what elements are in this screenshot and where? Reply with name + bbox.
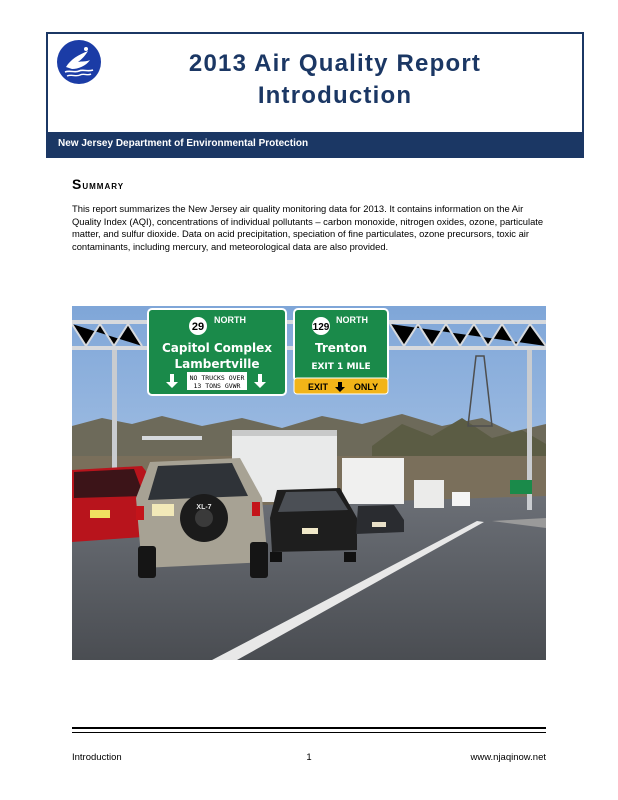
left-sign-line1: Capitol Complex bbox=[161, 341, 273, 355]
right-sign-line2: EXIT 1 MILE bbox=[311, 362, 371, 372]
suv-badge: XL-7 bbox=[196, 504, 212, 511]
footer-rule-thin bbox=[72, 732, 546, 733]
header-box bbox=[46, 32, 584, 158]
exit-tab-right: ONLY bbox=[353, 382, 379, 392]
footer-website: www.njaqinow.net bbox=[470, 752, 546, 763]
footer-rule-thick bbox=[72, 727, 546, 729]
right-sign-line1: Trenton bbox=[315, 341, 367, 355]
highway-photo-drawing bbox=[72, 306, 546, 660]
left-sign-notice-line1: NO TRUCKS OVER bbox=[189, 374, 245, 382]
footer-page-number: 1 bbox=[306, 752, 312, 763]
right-sign-direction: NORTH bbox=[336, 315, 368, 325]
page-title bbox=[108, 48, 562, 112]
summary-text: This report summarizes the New Jersey air quality monitoring data for 2013. It contains information on the Air Quality Index (AQI), concentrations of individual pollutants – carbon monoxide, nitrogen oxides, ozone, particulate matter, and sulfur dioxide. Data on acid precipitation, speciation of fine particulates, ozone precursors, toxic air contaminants, including mercury, and meteorological data are also provided. bbox=[72, 203, 544, 252]
njdep-seal-icon bbox=[56, 39, 102, 85]
title-line-1: 2013 Air Quality Report bbox=[188, 50, 482, 77]
summary-heading-rest: ummary bbox=[82, 180, 125, 192]
left-sign-notice-line2: 13 TONS GVWR bbox=[193, 382, 241, 390]
department-bar: New Jersey Department of Environmental Protection bbox=[48, 132, 582, 156]
footer-section-label: Introduction bbox=[72, 752, 122, 763]
summary-heading bbox=[72, 176, 124, 192]
left-sign-direction: NORTH bbox=[214, 315, 246, 325]
summary-heading-initial: S bbox=[72, 176, 83, 192]
title-line-2: Introduction bbox=[257, 82, 413, 109]
exit-tab-left: EXIT bbox=[307, 382, 329, 392]
highway-photo bbox=[72, 306, 546, 660]
left-sign-line2: Lambertville bbox=[174, 357, 260, 371]
left-sign-route: 29 bbox=[191, 321, 205, 333]
right-sign-route: 129 bbox=[312, 322, 330, 333]
